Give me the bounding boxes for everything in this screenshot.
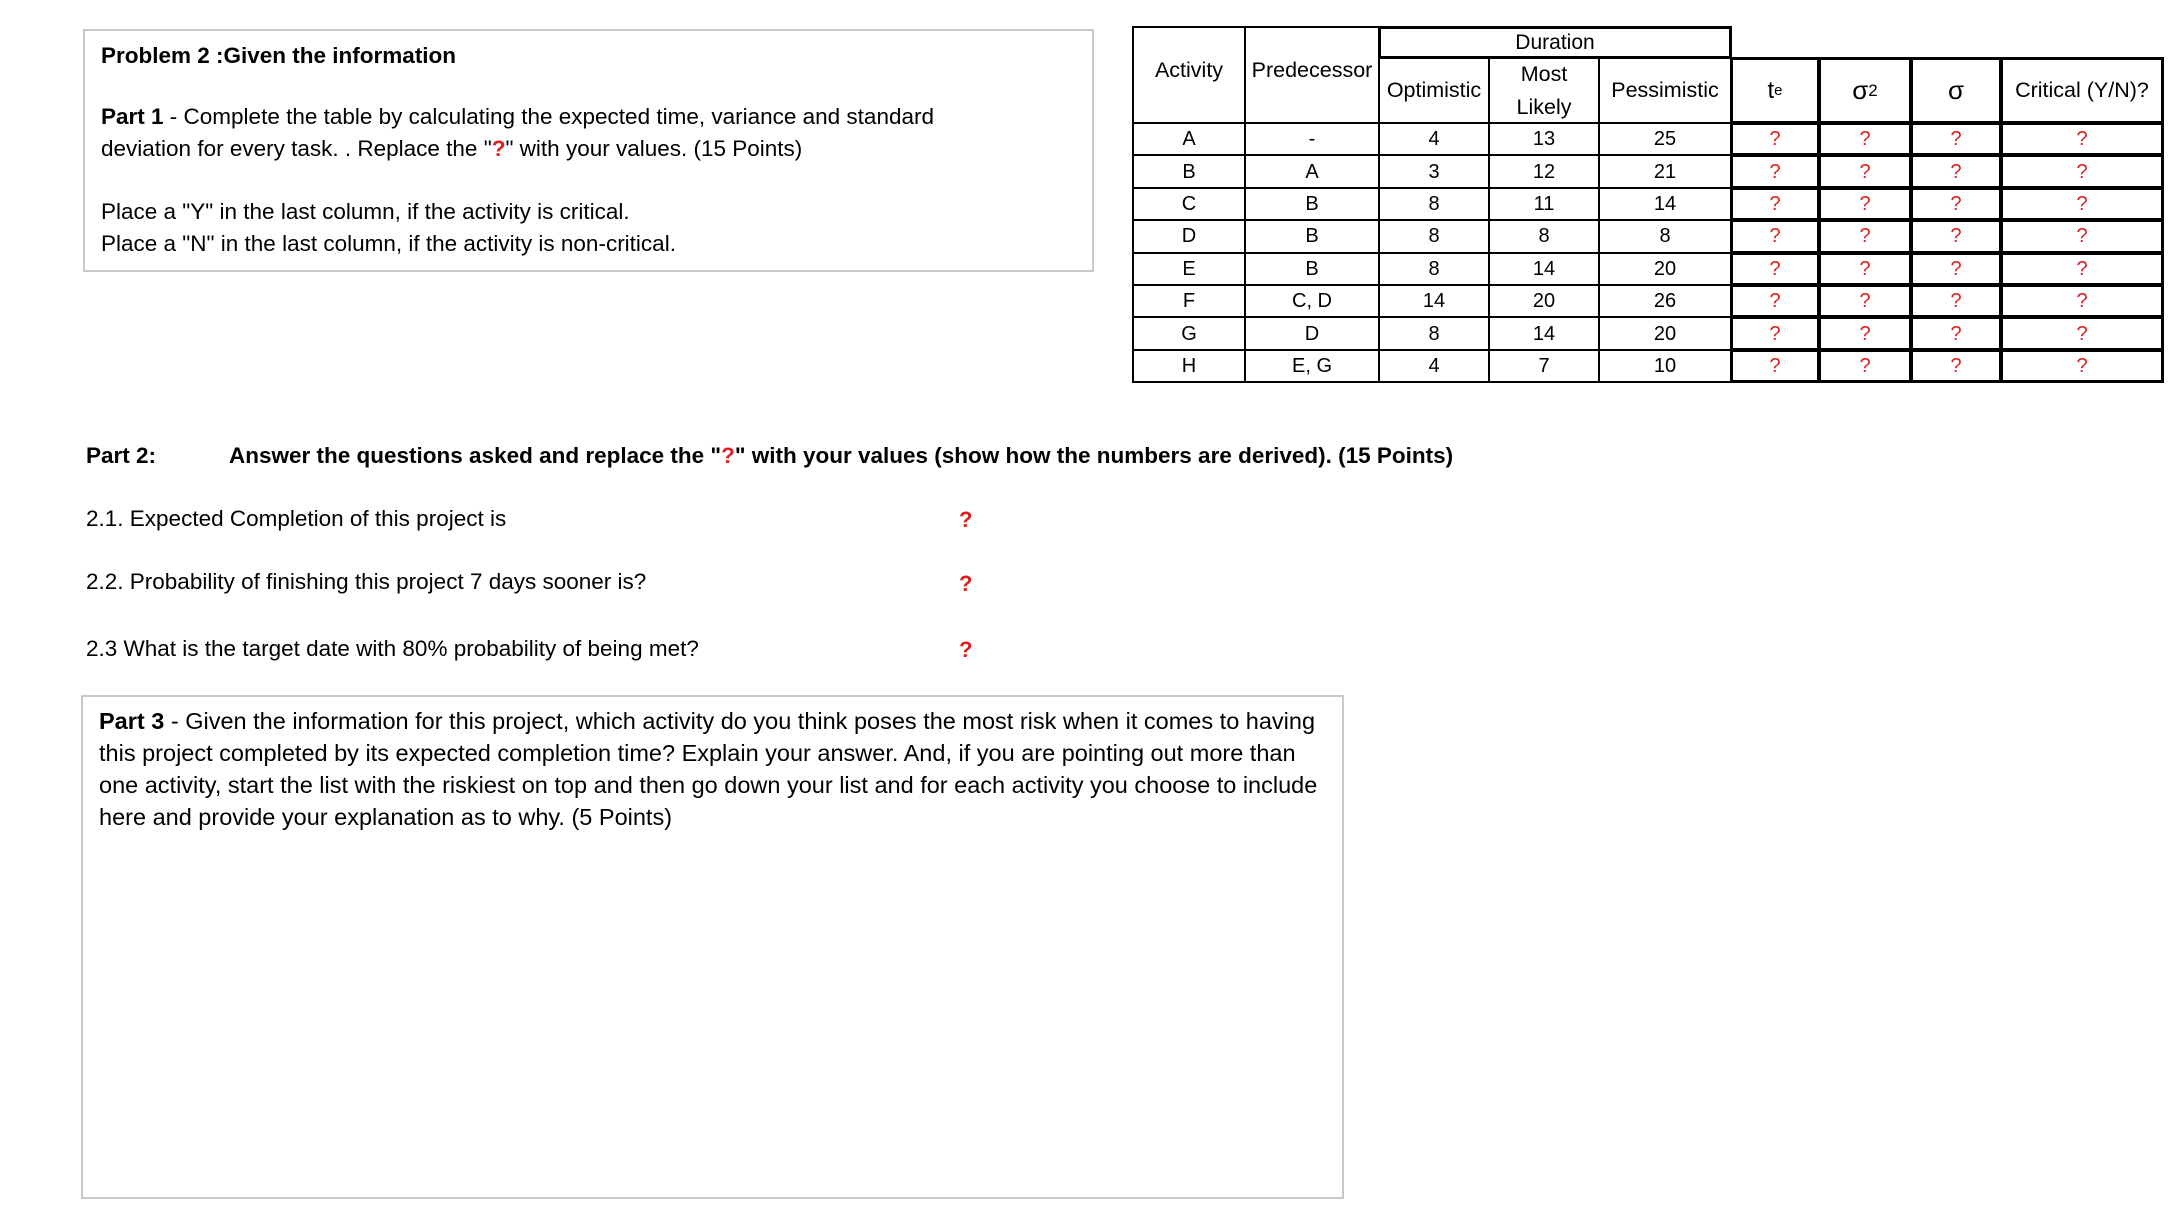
- cell-optimistic-h: 4: [1378, 349, 1490, 383]
- cell-critical-d[interactable]: ?: [2000, 219, 2164, 253]
- cell-predecessor-f: C, D: [1244, 284, 1380, 318]
- cell-predecessor-h: E, G: [1244, 349, 1380, 383]
- cell-variance-c[interactable]: ?: [1818, 187, 1912, 221]
- cell-optimistic-c: 8: [1378, 187, 1490, 221]
- header-activity: Activity: [1132, 26, 1246, 124]
- cell-activity-b: B: [1132, 154, 1246, 188]
- problem-title: Problem 2 :Given the information: [101, 43, 457, 68]
- cell-optimistic-d: 8: [1378, 219, 1490, 253]
- duration-header: Duration: [1378, 26, 1732, 59]
- cell-most-likely-c: 11: [1488, 187, 1600, 221]
- cell-variance-g[interactable]: ?: [1818, 316, 1912, 350]
- cell-critical-c[interactable]: ?: [2000, 187, 2164, 221]
- part1-line-1: Part 1 - Complete the table by calculating the expected time, variance and standard: [101, 104, 934, 129]
- cell-variance-f[interactable]: ?: [1818, 284, 1912, 318]
- header-most-likely: Most Likely: [1488, 57, 1600, 124]
- part3-label: Part 3: [99, 708, 165, 734]
- question-2-3: 2.3 What is the target date with 80% probability of being met?: [86, 636, 699, 661]
- cell-predecessor-c: B: [1244, 187, 1380, 221]
- cell-te-h[interactable]: ?: [1730, 349, 1820, 383]
- cell-predecessor-b: A: [1244, 154, 1380, 188]
- place-n-instruction: Place a "N" in the last column, if the activity is non-critical.: [101, 231, 676, 256]
- cell-pessimistic-d: 8: [1598, 219, 1732, 253]
- cell-activity-a: A: [1132, 122, 1246, 156]
- part3-question: Part 3 - Given the information for this project, which activity do you think poses the most risk when it comes to having this project completed by its expected completion time? Explain your answer. And, if you are pointing out more than one activity, start the list with the riskiest on top and then go down your list and for each activity you choose to include here and provide your explanation as to why. (5 Points): [99, 708, 1318, 830]
- cell-optimistic-g: 8: [1378, 316, 1490, 350]
- cell-most-likely-f: 20: [1488, 284, 1600, 318]
- header-expected-time: t e: [1730, 57, 1820, 124]
- cell-te-d[interactable]: ?: [1730, 219, 1820, 253]
- header-variance: σ 2: [1818, 57, 1912, 124]
- cell-activity-h: H: [1132, 349, 1246, 383]
- cell-most-likely-b: 12: [1488, 154, 1600, 188]
- cell-variance-h[interactable]: ?: [1818, 349, 1912, 383]
- cell-optimistic-e: 8: [1378, 252, 1490, 286]
- cell-pessimistic-h: 10: [1598, 349, 1732, 383]
- cell-sigma-f[interactable]: ?: [1910, 284, 2002, 318]
- cell-sigma-d[interactable]: ?: [1910, 219, 2002, 253]
- problem-instructions-box: [83, 29, 1094, 272]
- cell-pessimistic-c: 14: [1598, 187, 1732, 221]
- cell-predecessor-g: D: [1244, 316, 1380, 350]
- cell-critical-e[interactable]: ?: [2000, 252, 2164, 286]
- cell-critical-b[interactable]: ?: [2000, 154, 2164, 188]
- cell-optimistic-a: 4: [1378, 122, 1490, 156]
- cell-activity-e: E: [1132, 252, 1246, 286]
- cell-sigma-c[interactable]: ?: [1910, 187, 2002, 221]
- place-y-instruction: Place a "Y" in the last column, if the activity is critical.: [101, 199, 630, 224]
- cell-critical-h[interactable]: ?: [2000, 349, 2164, 383]
- question-2-1: 2.1. Expected Completion of this project is: [86, 506, 507, 531]
- cell-variance-d[interactable]: ?: [1818, 219, 1912, 253]
- cell-optimistic-f: 14: [1378, 284, 1490, 318]
- cell-te-b[interactable]: ?: [1730, 154, 1820, 188]
- cell-critical-f[interactable]: ?: [2000, 284, 2164, 318]
- cell-te-g[interactable]: ?: [1730, 316, 1820, 350]
- cell-most-likely-h: 7: [1488, 349, 1600, 383]
- cell-predecessor-a: -: [1244, 122, 1380, 156]
- cell-sigma-b[interactable]: ?: [1910, 154, 2002, 188]
- cell-pessimistic-g: 20: [1598, 316, 1732, 350]
- cell-predecessor-e: B: [1244, 252, 1380, 286]
- cell-predecessor-d: B: [1244, 219, 1380, 253]
- cell-variance-a[interactable]: ?: [1818, 122, 1912, 156]
- part2-instruction: Answer the questions asked and replace the "?" with your values (show how the numbers are derived). (15 Points): [229, 443, 1454, 468]
- cell-pessimistic-a: 25: [1598, 122, 1732, 156]
- cell-te-f[interactable]: ?: [1730, 284, 1820, 318]
- cell-most-likely-g: 14: [1488, 316, 1600, 350]
- cell-most-likely-e: 14: [1488, 252, 1600, 286]
- cell-activity-c: C: [1132, 187, 1246, 221]
- cell-sigma-e[interactable]: ?: [1910, 252, 2002, 286]
- answer-2-3[interactable]: ?: [959, 637, 973, 662]
- part3-answer-box[interactable]: [81, 695, 1344, 1199]
- part2-label: Part 2:: [86, 443, 157, 468]
- cell-te-c[interactable]: ?: [1730, 187, 1820, 221]
- header-pessimistic: Pessimistic: [1598, 57, 1732, 124]
- part2-heading: [86, 443, 156, 469]
- cell-activity-d: D: [1132, 219, 1246, 253]
- cell-te-e[interactable]: ?: [1730, 252, 1820, 286]
- header-predecessor: Predecessor: [1244, 26, 1380, 124]
- part1-label: Part 1: [101, 104, 164, 129]
- cell-sigma-g[interactable]: ?: [1910, 316, 2002, 350]
- cell-te-a[interactable]: ?: [1730, 122, 1820, 156]
- cell-critical-a[interactable]: ?: [2000, 122, 2164, 156]
- placeholder-qmark: ?: [491, 136, 506, 161]
- cell-activity-f: F: [1132, 284, 1246, 318]
- cell-pessimistic-e: 20: [1598, 252, 1732, 286]
- cell-sigma-h[interactable]: ?: [1910, 349, 2002, 383]
- header-optimistic: Optimistic: [1378, 57, 1490, 124]
- cell-most-likely-a: 13: [1488, 122, 1600, 156]
- cell-variance-e[interactable]: ?: [1818, 252, 1912, 286]
- cell-critical-g[interactable]: ?: [2000, 316, 2164, 350]
- cell-pessimistic-b: 21: [1598, 154, 1732, 188]
- cell-activity-g: G: [1132, 316, 1246, 350]
- question-2-2: 2.2. Probability of finishing this project 7 days sooner is?: [86, 569, 647, 594]
- cell-optimistic-b: 3: [1378, 154, 1490, 188]
- header-std-dev: σ: [1910, 57, 2002, 124]
- cell-most-likely-d: 8: [1488, 219, 1600, 253]
- cell-variance-b[interactable]: ?: [1818, 154, 1912, 188]
- answer-2-2[interactable]: ?: [959, 571, 973, 596]
- cell-pessimistic-f: 26: [1598, 284, 1732, 318]
- cell-sigma-a[interactable]: ?: [1910, 122, 2002, 156]
- part1-line-2: deviation for every task. . Replace the "?" with your values. (15 Points): [101, 136, 803, 161]
- header-critical: Critical (Y/N)?: [2000, 57, 2164, 124]
- answer-2-1[interactable]: ?: [959, 507, 973, 532]
